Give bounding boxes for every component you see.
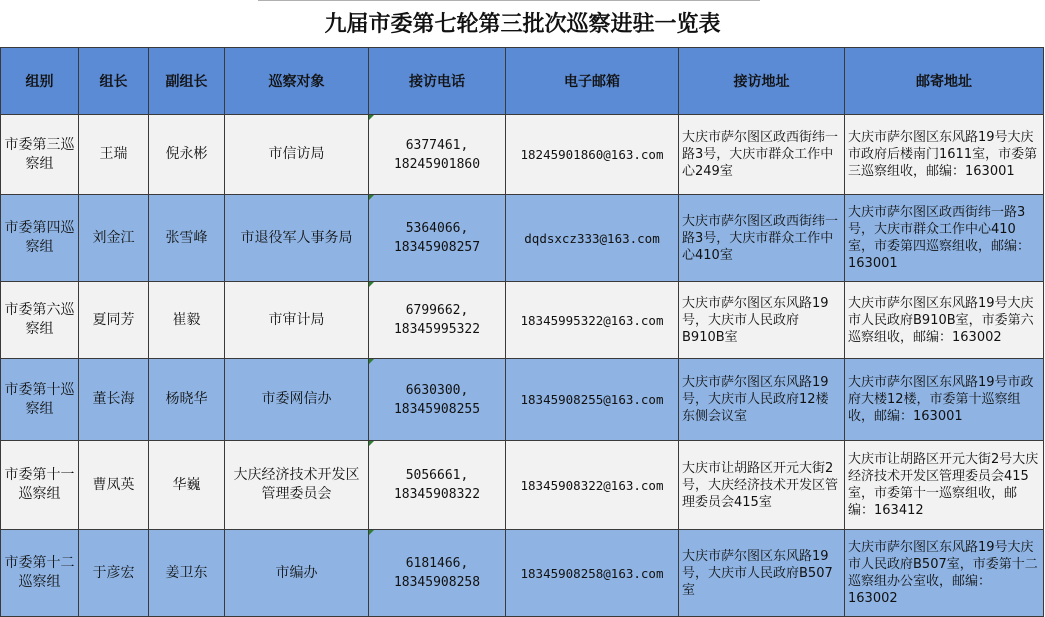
top-border-line bbox=[258, 0, 760, 1]
table-row bbox=[1, 282, 1044, 359]
deputy-cell: 张雪峰 bbox=[149, 195, 225, 282]
group-cell: 市委第六巡察组 bbox=[1, 282, 79, 359]
visit-address-cell: 大庆市萨尔图区政西街纬一路3号，大庆市群众工作中心249室 bbox=[679, 115, 845, 195]
header-visit-address: 接访地址 bbox=[679, 48, 845, 115]
group-cell: 市委第十一巡察组 bbox=[1, 441, 79, 530]
mail-address-cell: 大庆市萨尔图区东风路19号市政府大楼12楼，市委第十巡察组收，邮编：163001 bbox=[845, 359, 1044, 441]
leader-cell: 王瑞 bbox=[79, 115, 149, 195]
leader-cell: 于彦宏 bbox=[79, 530, 149, 617]
leader-cell: 董长海 bbox=[79, 359, 149, 441]
deputy-cell: 崔毅 bbox=[149, 282, 225, 359]
table-row bbox=[1, 359, 1044, 441]
mail-address-cell: 大庆市让胡路区开元大街2号大庆经济技术开发区管理委员会415室，市委第十一巡察组收，邮编：163412 bbox=[845, 441, 1044, 530]
phone-mobile: 18345908257 bbox=[393, 240, 481, 255]
email-cell: 18245901860@163.com bbox=[506, 115, 679, 195]
phone-cell bbox=[369, 359, 506, 441]
target-cell: 市信访局 bbox=[225, 115, 369, 195]
phone-landline: 6377461, bbox=[405, 137, 469, 153]
phone-landline: 6630300, bbox=[405, 382, 469, 398]
phone-landline: 5364066, bbox=[405, 221, 469, 236]
leader-cell: 夏同芳 bbox=[79, 282, 149, 359]
phone-landline: 5056661, bbox=[405, 468, 469, 483]
phone-cell bbox=[369, 195, 506, 282]
visit-address-cell: 大庆市萨尔图区东风路19号，大庆市人民政府B910B室 bbox=[679, 282, 845, 359]
phone-cell bbox=[369, 441, 506, 530]
phone-cell bbox=[369, 282, 506, 359]
header-email: 电子邮箱 bbox=[506, 48, 679, 115]
table-row bbox=[1, 441, 1044, 530]
header-mail-address: 邮寄地址 bbox=[845, 48, 1044, 115]
phone-mobile: 18245901860 bbox=[393, 156, 481, 172]
phone-mobile: 18345908322 bbox=[393, 487, 481, 502]
target-cell: 市审计局 bbox=[225, 282, 369, 359]
phone-mobile: 18345995322 bbox=[393, 322, 481, 337]
phone-mobile: 18345908255 bbox=[393, 401, 481, 417]
page-title: 九届市委第七轮第三批次巡察进驻一览表 bbox=[324, 11, 721, 37]
target-cell: 市退役军人事务局 bbox=[225, 195, 369, 282]
leader-cell: 刘金江 bbox=[79, 195, 149, 282]
email-cell: 18345908255@163.com bbox=[506, 359, 679, 441]
header-phone: 接访电话 bbox=[369, 48, 506, 115]
target-cell: 市委网信办 bbox=[225, 359, 369, 441]
visit-address-cell: 大庆市萨尔图区东风路19号，大庆市人民政府B507室 bbox=[679, 530, 845, 617]
phone-cell bbox=[369, 115, 506, 195]
group-cell: 市委第三巡察组 bbox=[1, 115, 79, 195]
mail-address-cell: 大庆市萨尔图区东风路19号大庆市人民政府B507室，市委第十二巡察组办公室收，邮编：163002 bbox=[845, 530, 1044, 617]
email-cell: 18345908258@163.com bbox=[506, 530, 679, 617]
target-cell: 大庆经济技术开发区管理委员会 bbox=[225, 441, 369, 530]
header-row bbox=[1, 48, 1044, 115]
target-cell: 市编办 bbox=[225, 530, 369, 617]
leader-cell: 曹凤英 bbox=[79, 441, 149, 530]
phone-landline: 6181466, bbox=[405, 556, 469, 571]
group-cell: 市委第十二巡察组 bbox=[1, 530, 79, 617]
table-row bbox=[1, 195, 1044, 282]
header-target: 巡察对象 bbox=[225, 48, 369, 115]
visit-address-cell: 大庆市让胡路区开元大街2号，大庆经济技术开发区管理委员会415室 bbox=[679, 441, 845, 530]
email-cell: 18345908322@163.com bbox=[506, 441, 679, 530]
phone-landline: 6799662, bbox=[405, 303, 469, 318]
visit-address-cell: 大庆市萨尔图区东风路19号，大庆市人民政府12楼东侧会议室 bbox=[679, 359, 845, 441]
mail-address-cell: 大庆市萨尔图区东风路19号大庆市政府后楼南门1611室，市委第三巡察组收，邮编：163001 bbox=[845, 115, 1044, 195]
inspection-table bbox=[0, 47, 1044, 617]
deputy-cell: 倪永彬 bbox=[149, 115, 225, 195]
deputy-cell: 姜卫东 bbox=[149, 530, 225, 617]
table-row bbox=[1, 115, 1044, 195]
header-leader: 组长 bbox=[79, 48, 149, 115]
mail-address-cell: 大庆市萨尔图区政西街纬一路3号，大庆市群众工作中心410室，市委第四巡察组收，邮编：163001 bbox=[845, 195, 1044, 282]
phone-cell bbox=[369, 530, 506, 617]
deputy-cell: 华巍 bbox=[149, 441, 225, 530]
visit-address-cell: 大庆市萨尔图区政西街纬一路3号，大庆市群众工作中心410室 bbox=[679, 195, 845, 282]
email-cell: dqdsxcz333@163.com bbox=[506, 195, 679, 282]
header-group: 组别 bbox=[1, 48, 79, 115]
mail-address-cell: 大庆市萨尔图区东风路19号大庆市人民政府B910B室，市委第六巡察组收，邮编：163002 bbox=[845, 282, 1044, 359]
header-deputy: 副组长 bbox=[149, 48, 225, 115]
email-cell: 18345995322@163.com bbox=[506, 282, 679, 359]
table-row bbox=[1, 530, 1044, 617]
group-cell: 市委第十巡察组 bbox=[1, 359, 79, 441]
deputy-cell: 杨晓华 bbox=[149, 359, 225, 441]
phone-mobile: 18345908258 bbox=[393, 575, 481, 590]
group-cell: 市委第四巡察组 bbox=[1, 195, 79, 282]
